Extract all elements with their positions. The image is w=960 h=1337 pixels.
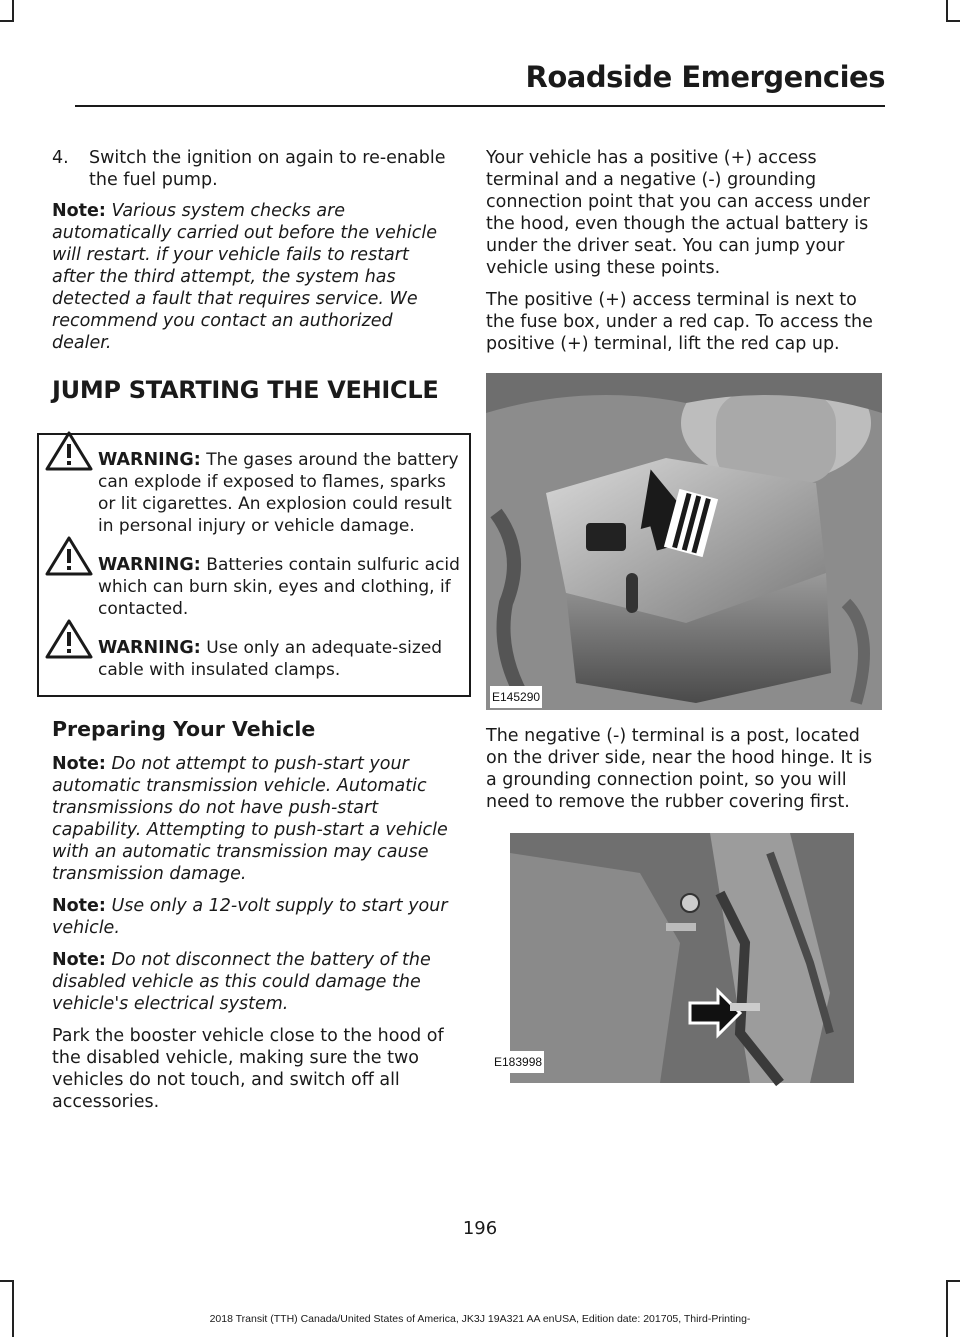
crop-mark xyxy=(946,0,948,22)
page-number: 196 xyxy=(462,1218,498,1239)
note-label: Note: xyxy=(52,950,106,970)
crop-mark xyxy=(0,20,14,22)
crop-mark xyxy=(12,0,14,22)
warning-triangle-icon xyxy=(45,431,93,471)
warning-label: WARNING: xyxy=(98,555,201,575)
page-header xyxy=(0,60,885,94)
header-rule xyxy=(75,105,885,107)
crop-mark xyxy=(12,1280,14,1337)
body-paragraph: The positive (+) access terminal is next to the fuse box, under a red cap. To access the positive (+) terminal, lift the red cap up. xyxy=(486,290,873,354)
body-paragraph: Your vehicle has a positive (+) access terminal and a negative (-) grounding connection point that you can access under the hood, even though the actual battery is under the driver seat. You can jump your vehicle using these points. xyxy=(486,148,870,278)
page-title: Roadside Emergencies xyxy=(525,60,885,94)
warning-text: Use only an adequate-sized cable with insulated clamps. xyxy=(98,638,443,680)
warning-item xyxy=(39,637,469,681)
figure-ground-post xyxy=(490,833,862,1095)
warning-item xyxy=(39,449,469,537)
step-text: Switch the ignition on again to re-enable the fuel pump. xyxy=(89,148,446,190)
crop-mark xyxy=(946,20,960,22)
left-column xyxy=(52,147,460,1123)
figure-label: E183998 xyxy=(492,1051,544,1073)
note-text: Use only a 12-volt supply to start your vehicle. xyxy=(52,896,448,938)
subsection-heading: Preparing Your Vehicle xyxy=(52,717,316,741)
note-text: Do not disconnect the battery of the disabled vehicle as this could damage the vehicle's electrical system. xyxy=(52,950,431,1014)
right-column xyxy=(486,147,884,1095)
note-label: Note: xyxy=(52,896,106,916)
warning-text: Batteries contain sulfuric acid which can burn skin, eyes and clothing, if contacted. xyxy=(98,555,460,619)
note-text: Do not attempt to push-start your automatic transmission vehicle. Automatic transmissions do not have push-start capability. Attempting to push-start a vehicle with an automatic transmission may cause transmission damage. xyxy=(52,754,448,884)
ground-post-illustration xyxy=(490,833,862,1095)
crop-mark xyxy=(0,1280,14,1282)
note-12-volt xyxy=(52,895,454,939)
warning-label: WARNING: xyxy=(98,638,201,658)
figure-label: E145290 xyxy=(490,686,542,708)
section-heading: JUMP STARTING THE VEHICLE xyxy=(52,376,439,404)
warning-item xyxy=(39,554,469,620)
crop-mark xyxy=(946,1280,948,1337)
note-label: Note: xyxy=(52,754,106,774)
note-disconnect xyxy=(52,949,454,1015)
note-push-start xyxy=(52,753,454,885)
note-restart xyxy=(52,200,454,354)
body-paragraph: The negative (-) terminal is a post, located on the driver side, near the hood hinge. It is a grounding connection point, so you will need to remove the rubber covering first. xyxy=(486,726,873,812)
figure-fuse-box xyxy=(486,373,882,710)
fuse-box-illustration xyxy=(486,373,882,710)
note-text: Various system checks are automatically carried out before the vehicle will restart. if your vehicle fails to restart after the third attempt, the system has detected a fault that requires service. We recommend you contact an authorized dealer. xyxy=(52,201,437,353)
warning-triangle-icon xyxy=(45,536,93,576)
note-label: Note: xyxy=(52,201,106,221)
warning-triangle-icon xyxy=(45,619,93,659)
step-4 xyxy=(52,147,454,191)
footer-text: 2018 Transit (TTH) Canada/United States of America, JK3J 19A321 AA enUSA, Edition date: 201705, Third-Printing- xyxy=(209,1313,751,1325)
crop-mark xyxy=(946,1280,960,1282)
step-number: 4. xyxy=(52,148,69,168)
body-paragraph: Park the booster vehicle close to the hood of the disabled vehicle, making sure the two vehicles do not touch, and switch off all accessories. xyxy=(52,1026,444,1112)
warning-text: The gases around the battery can explode if exposed to flames, sparks or lit cigarettes. An explosion could result in personal injury or vehicle damage. xyxy=(98,450,459,536)
warning-label: WARNING: xyxy=(98,450,201,470)
warning-box xyxy=(37,433,471,697)
